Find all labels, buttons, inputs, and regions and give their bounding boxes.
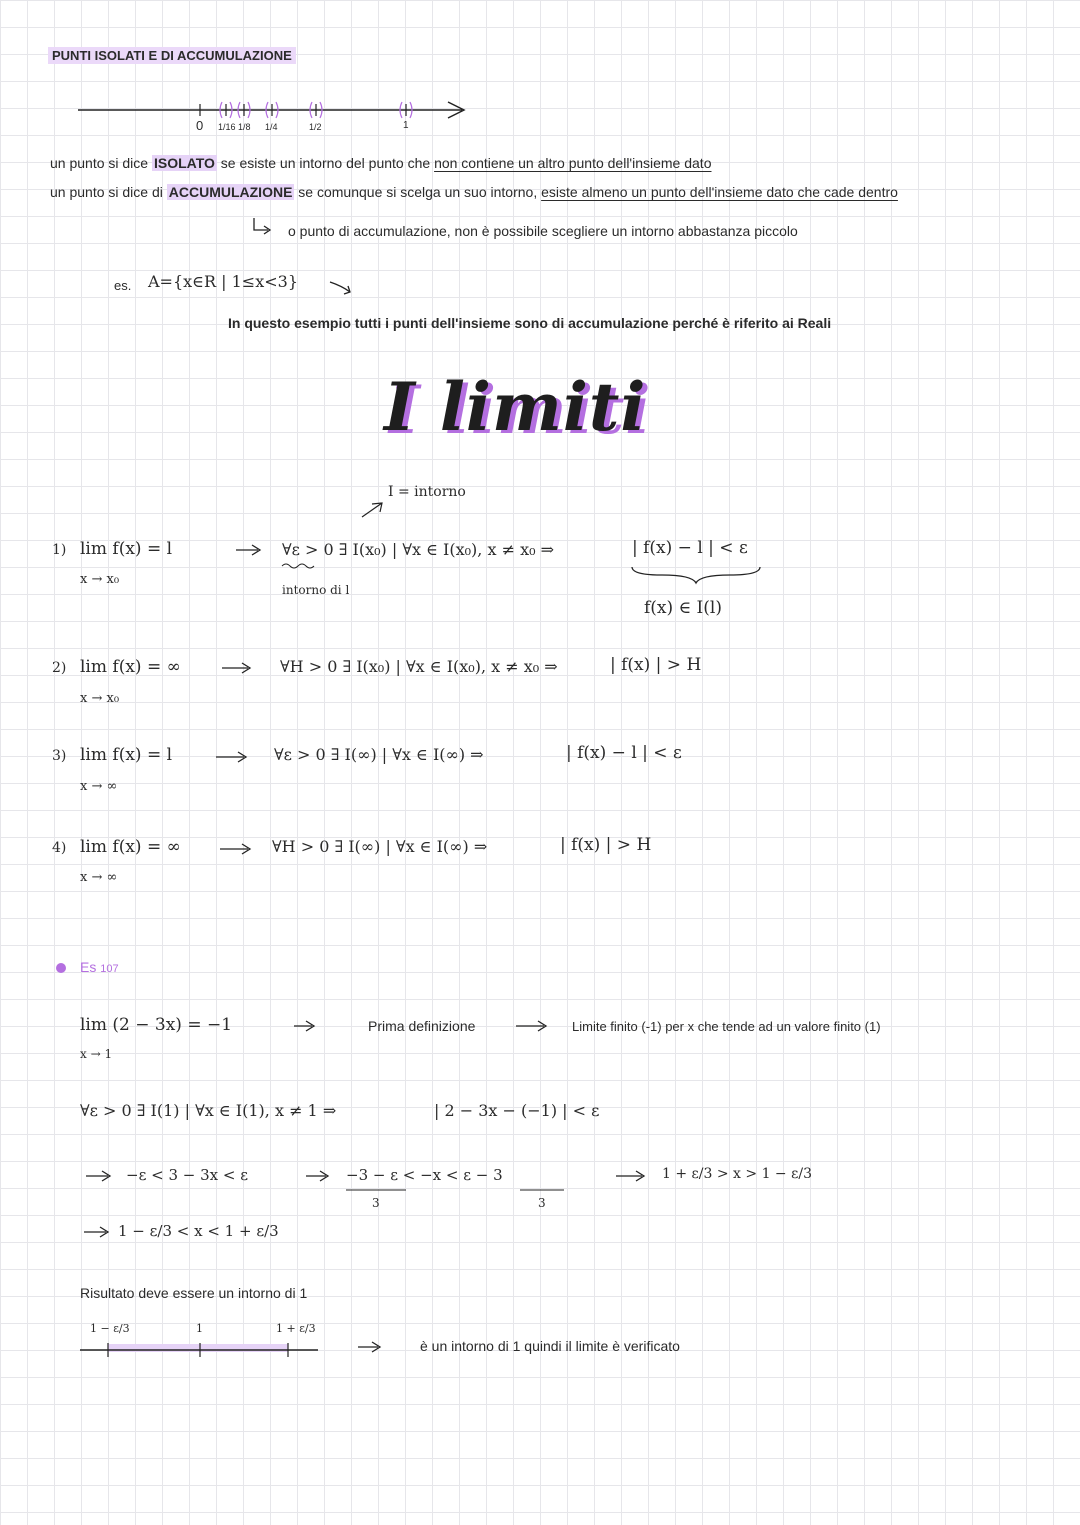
example-label: es.: [114, 278, 132, 293]
def-note: o punto di accumulazione, non è possibile scegliere un intorno abbastanza piccolo: [288, 223, 798, 239]
limit-2-def: ∀H > 0 ∃ I(x₀) | ∀x ∈ I(x₀), x ≠ x₀ ⇒: [280, 657, 558, 676]
exercise-step2-den-b: 3: [538, 1196, 546, 1210]
limit-1-extra: f(x) ∈ I(l): [644, 598, 722, 618]
limit-4-expression: lim f(x) = ∞: [80, 837, 181, 857]
result-left: 1 − ε/3: [90, 1322, 130, 1335]
page-title: PUNTI ISOLATI E DI ACCUMULAZIONE: [48, 47, 296, 64]
limit-2-expression: lim f(x) = ∞: [80, 657, 181, 677]
intorno-note: I = intorno: [388, 484, 466, 500]
exercise-sub: x → 1: [80, 1047, 113, 1061]
exercise-type: Prima definizione: [368, 1018, 476, 1034]
limit-4-result: | f(x) | > H: [560, 835, 652, 855]
result-right: 1 + ε/3: [276, 1322, 316, 1335]
limit-1-def: ∀ε > 0 ∃ I(x₀) | ∀x ∈ I(x₀), x ≠ x₀ ⇒: [282, 540, 554, 559]
result-label: Risultato deve essere un intorno di 1: [80, 1285, 308, 1301]
nl-label-0: 0: [196, 118, 204, 133]
exercise-limit: lim (2 − 3x) = −1: [80, 1015, 233, 1035]
limit-2-number: 2): [52, 660, 67, 676]
limit-1-result: | f(x) − l | < ε: [632, 538, 748, 558]
nl-label-1-8: 1/8: [238, 122, 251, 132]
conclusion: è un intorno di 1 quindi il limite è verificato: [420, 1338, 680, 1354]
limit-1-expression: lim f(x) = l: [80, 539, 173, 559]
result-mid: 1: [196, 1322, 203, 1335]
example-set: A={x∈R | 1≤x<3}: [148, 272, 298, 291]
limit-3-result: | f(x) − l | < ε: [566, 743, 682, 763]
hook-arrow: [254, 218, 268, 230]
exercise-label: Es 107: [80, 959, 119, 975]
example-note: In questo esempio tutti i punti dell'insieme sono di accumulazione perché è riferito ai Reali: [228, 315, 832, 331]
nl-label-1-16: 1/16: [218, 122, 236, 132]
def-accumulazione: un punto si dice di ACCUMULAZIONE se comunque si scelga un suo intorno, esiste almeno un punto dell'insieme dato che cade dentro: [50, 184, 898, 200]
limit-3-expression: lim f(x) = l: [80, 745, 173, 765]
limit-1-number: 1): [52, 542, 67, 558]
limit-3-def: ∀ε > 0 ∃ I(∞) | ∀x ∈ I(∞) ⇒: [274, 745, 484, 764]
nl-label-1-4: 1/4: [265, 122, 278, 132]
limits-title: I limiti: [384, 368, 647, 446]
limit-4-number: 4): [52, 840, 67, 856]
exercise-step2-den-a: 3: [372, 1196, 380, 1210]
exercise-step4: 1 − ε/3 < x < 1 + ε/3: [118, 1222, 279, 1240]
limit-4-sub: x → ∞: [80, 870, 118, 885]
curve-arrow: [330, 282, 350, 292]
limit-3-number: 3): [52, 748, 67, 764]
def-isolato: un punto si dice ISOLATO se esiste un intorno del punto che non contiene un altro punto dell'insieme dato: [50, 155, 712, 171]
exercise-desc: Limite finito (-1) per x che tende ad un valore finito (1): [572, 1019, 881, 1034]
exercise-ineq: | 2 − 3x − (−1) | < ε: [434, 1101, 600, 1120]
limit-4-def: ∀H > 0 ∃ I(∞) | ∀x ∈ I(∞) ⇒: [272, 837, 488, 856]
exercise-step3: 1 + ε/3 > x > 1 − ε/3: [662, 1166, 812, 1182]
exercise-def: ∀ε > 0 ∃ I(1) | ∀x ∈ I(1), x ≠ 1 ⇒: [80, 1101, 337, 1120]
exercise-step1: −ε < 3 − 3x < ε: [126, 1166, 248, 1184]
limit-2-result: | f(x) | > H: [610, 655, 702, 675]
exercise-step2: −3 − ε < −x < ε − 3: [346, 1166, 503, 1184]
limit-1-under: intorno di l: [282, 583, 350, 597]
bullet: [56, 963, 66, 973]
brace: [632, 567, 760, 583]
limit-2-sub: x → x₀: [80, 691, 120, 706]
nl-label-1: 1: [403, 120, 409, 131]
limit-1-sub: x → x₀: [80, 572, 120, 587]
nl-label-1-2: 1/2: [309, 122, 322, 132]
limit-3-sub: x → ∞: [80, 779, 118, 794]
